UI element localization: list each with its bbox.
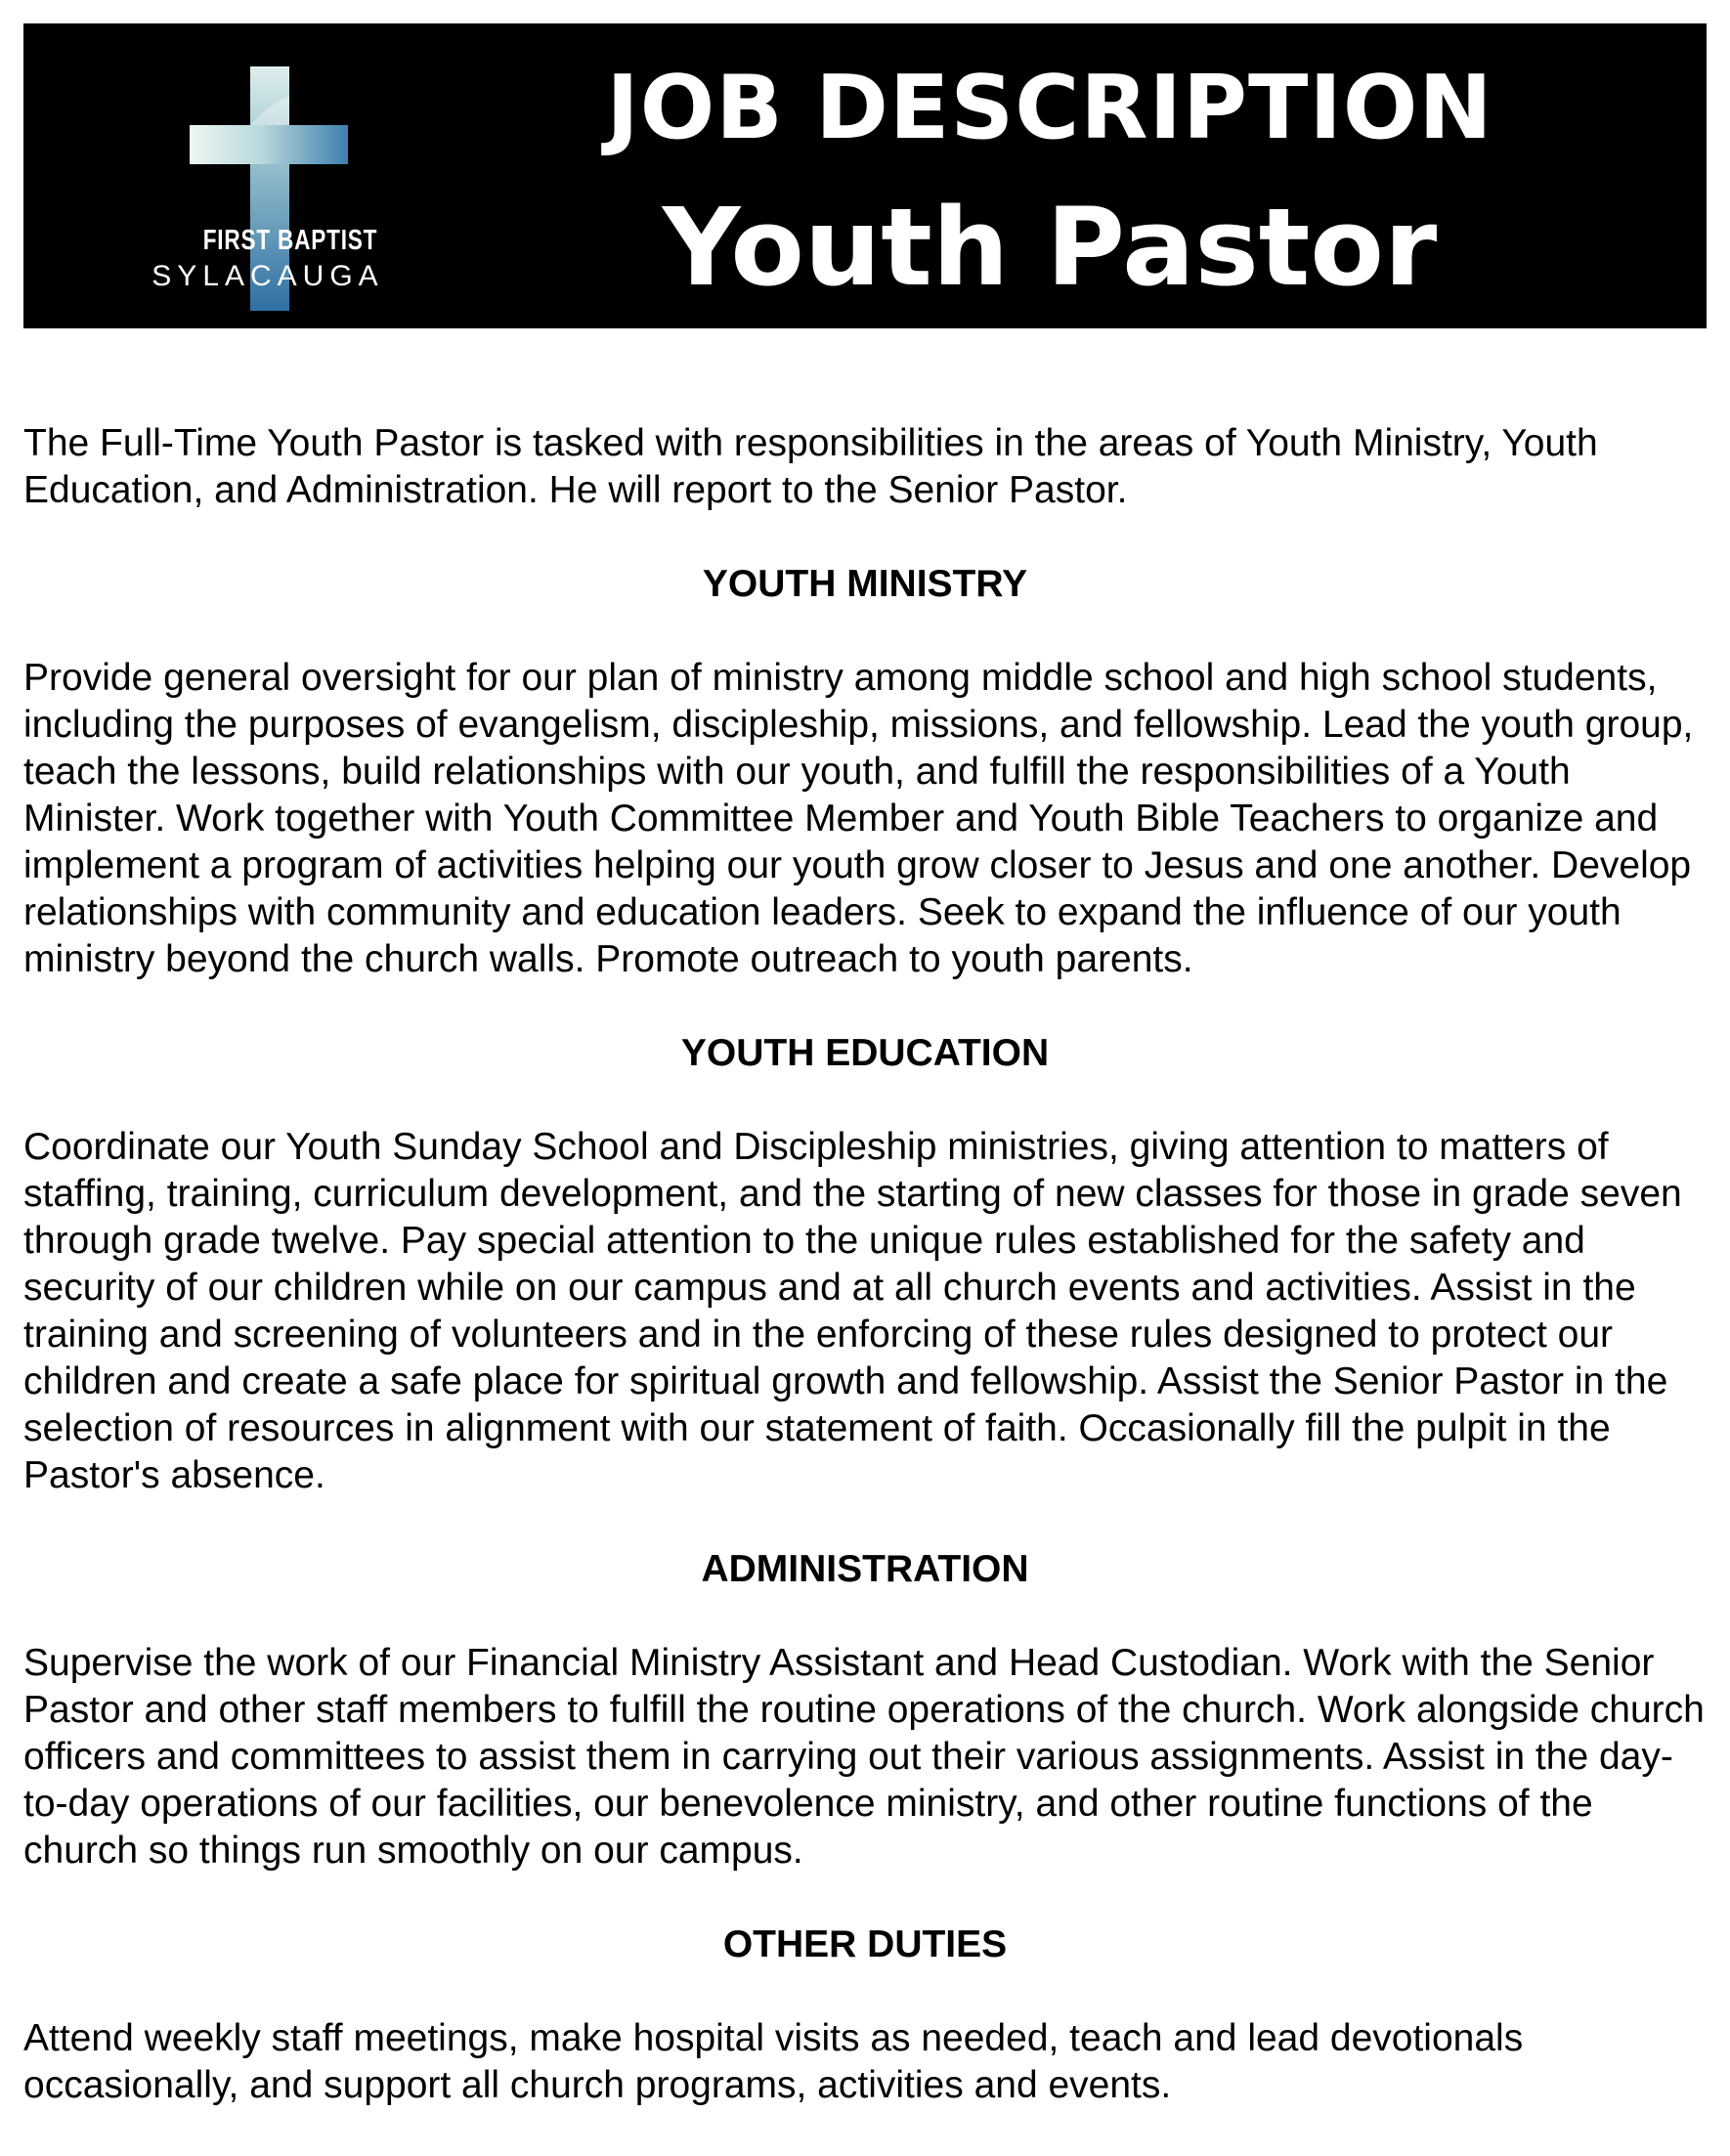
- logo-text-first-baptist: FIRST BAPTIST: [202, 225, 378, 256]
- page-title: JOB DESCRIPTION: [606, 57, 1493, 159]
- section-body-other-duties: Attend weekly staff meetings, make hospital visits as needed, teach and lead devotionals occasionally, and support all church programs, activities and events.: [23, 2017, 1524, 2106]
- job-description-body: [23, 420, 1707, 2156]
- section-heading-youth-education: YOUTH EDUCATION: [680, 1032, 1050, 1074]
- section-body-administration: Supervise the work of our Financial Ministry Assistant and Head Custodian. Work with the Senior Pastor and other staff members to fulfill the routine operations of the church. Work alongside church officers and committees to assist them in carrying out their various assignments. Assist in the day-to-day operations of our facilities, our benevolence ministry, and other routine functions of the church so things run smoothly on our campus.: [23, 1642, 1705, 1872]
- section-heading-administration: ADMINISTRATION: [701, 1548, 1029, 1590]
- section-body-youth-education: Coordinate our Youth Sunday School and Discipleship ministries, giving attention to matters of staffing, training, curriculum development, and the starting of new classes for those in grade seven through grade twelve. Pay special attention to the unique rules established for the safety and security of our children while on our campus and at all church events and activities. Assist in the training and screening of volunteers and in the enforcing of these rules designed to protect our children and create a safe place for spiritual growth and fellowship. Assist the Senior Pastor in the selection of resources in alignment with our statement of faith. Occasionally fill the pulpit in the Pastor's absence.: [23, 1126, 1682, 1496]
- logo-text-sylacauga: SYLACAUGA: [151, 260, 384, 292]
- section-heading-other-duties: OTHER DUTIES: [722, 1923, 1008, 1965]
- church-logo: [131, 66, 405, 311]
- job-title: Youth Pastor: [662, 185, 1438, 310]
- section-heading-youth-ministry: YOUTH MINISTRY: [702, 563, 1028, 605]
- intro-paragraph: The Full-Time Youth Pastor is tasked with responsibilities in the areas of Youth Ministry, Youth Education, and Administration. He will report to the Senior Pastor.: [23, 422, 1598, 511]
- page-header: [23, 23, 1707, 328]
- section-body-youth-ministry: Provide general oversight for our plan of ministry among middle school and high school students, including the purposes of evangelism, discipleship, missions, and fellowship. Lead the youth group, teach the lessons, build relationships with our youth, and fulfill the responsibilities of a Youth Minister. Work together with Youth Committee Member and Youth Bible Teachers to organize and implement a program of activities helping our youth grow closer to Jesus and one another. Develop relationships with community and education leaders. Seek to expand the influence of our youth ministry beyond the church walls. Promote outreach to youth parents.: [23, 657, 1694, 980]
